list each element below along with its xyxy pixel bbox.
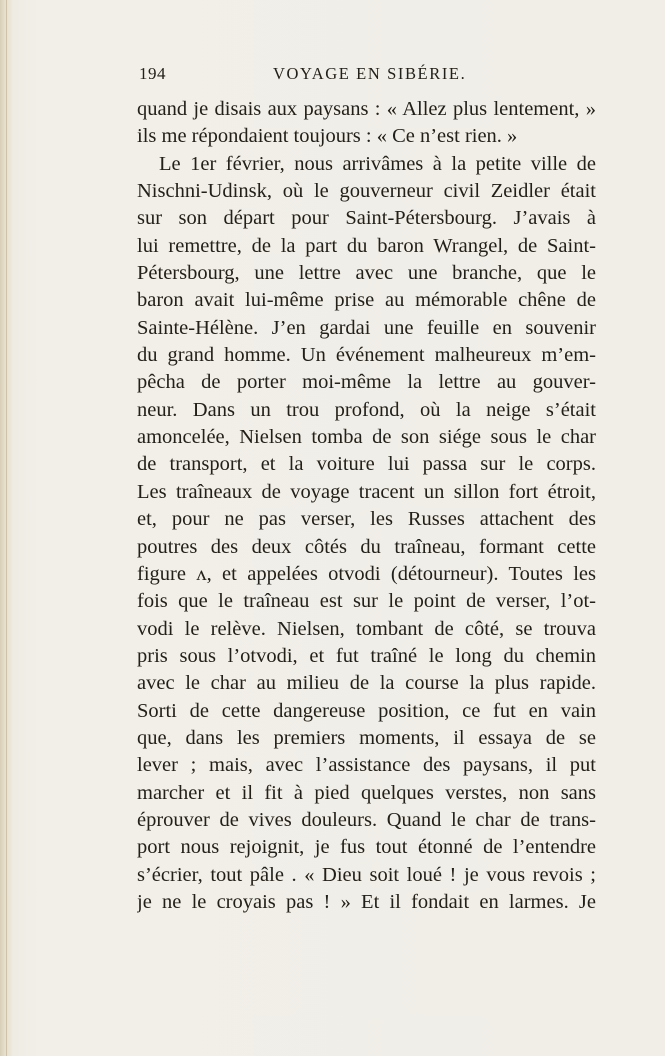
text-line: port nous rejoignit, je fus tout étonné de l’entendre [137, 836, 596, 859]
text-line: neur. Dans un trou profond, où la neige s’était [137, 398, 596, 421]
text-line: poutres des deux côtés du traîneau, formant cette [137, 535, 596, 558]
text-line: baron avait lui-même prise au mémorable chêne de [137, 289, 596, 312]
text-line: s’écrier, tout pâle . « Dieu soit loué ! je vous revois ; [137, 863, 596, 886]
text-line: sur son départ pour Saint-Pétersbourg. J’avais à [137, 207, 596, 230]
text-line: je ne le croyais pas ! » Et il fondait en larmes. Je [137, 890, 596, 913]
text-line: pêcha de porter moi-même la lettre au gouver- [137, 371, 596, 394]
text-line: Sainte-Hélène. J’en gardai une feuille en souvenir [137, 316, 596, 339]
text-line: que, dans les premiers moments, il essaya de se [137, 726, 596, 749]
text-line: lui remettre, de la part du baron Wrangel, de Saint- [137, 234, 596, 257]
text-line: avec le char au milieu de la course la plus rapide. [137, 672, 596, 695]
running-head [137, 64, 597, 90]
text-line: Nischni-Udinsk, où le gouverneur civil Zeidler était [137, 180, 596, 203]
text-line: Pétersbourg, une lettre avec une branche, que le [137, 262, 596, 285]
text-line: quand je disais aux paysans : « Allez plus lentement, » [137, 98, 596, 120]
body-text [137, 96, 596, 916]
page-number: 194 [139, 64, 166, 83]
text-line: marcher et il fit à pied quelques verstes, non sans [137, 781, 596, 804]
text-line: Sorti de cette dangereuse position, ce fut en vain [137, 699, 596, 722]
running-title: VOYAGE EN SIBÉRIE. [273, 64, 467, 83]
text-line: du grand homme. Un événement malheureux m’em- [137, 344, 596, 367]
text-line: fois que le traîneau est sur le point de verser, l’ot- [137, 590, 596, 613]
text-line: Le 1er février, nous arrivâmes à la petite ville de [159, 152, 596, 175]
text-line: vodi le relève. Nielsen, tombant de côté, se trouva [137, 617, 596, 640]
text-line: Les traîneaux de voyage tracent un sillon fort étroit, [137, 480, 596, 503]
text-line: ils me répondaient toujours : « Ce n’est rien. » [137, 125, 518, 148]
text-line: pris sous l’otvodi, et fut traîné le long du chemin [137, 644, 596, 667]
page-binding-edge [0, 0, 12, 1056]
text-line: et, pour ne pas verser, les Russes attachent des [137, 508, 596, 531]
text-line: de transport, et la voiture lui passa sur le corps. [137, 453, 596, 476]
text-line: éprouver de vives douleurs. Quand le char de trans- [137, 808, 596, 831]
text-line: amoncelée, Nielsen tomba de son siége sous le char [137, 426, 596, 449]
text-line: figure ʌ, et appelées otvodi (détourneur). Toutes les [137, 562, 596, 585]
text-line: lever ; mais, avec l’assistance des paysans, il put [137, 754, 596, 777]
